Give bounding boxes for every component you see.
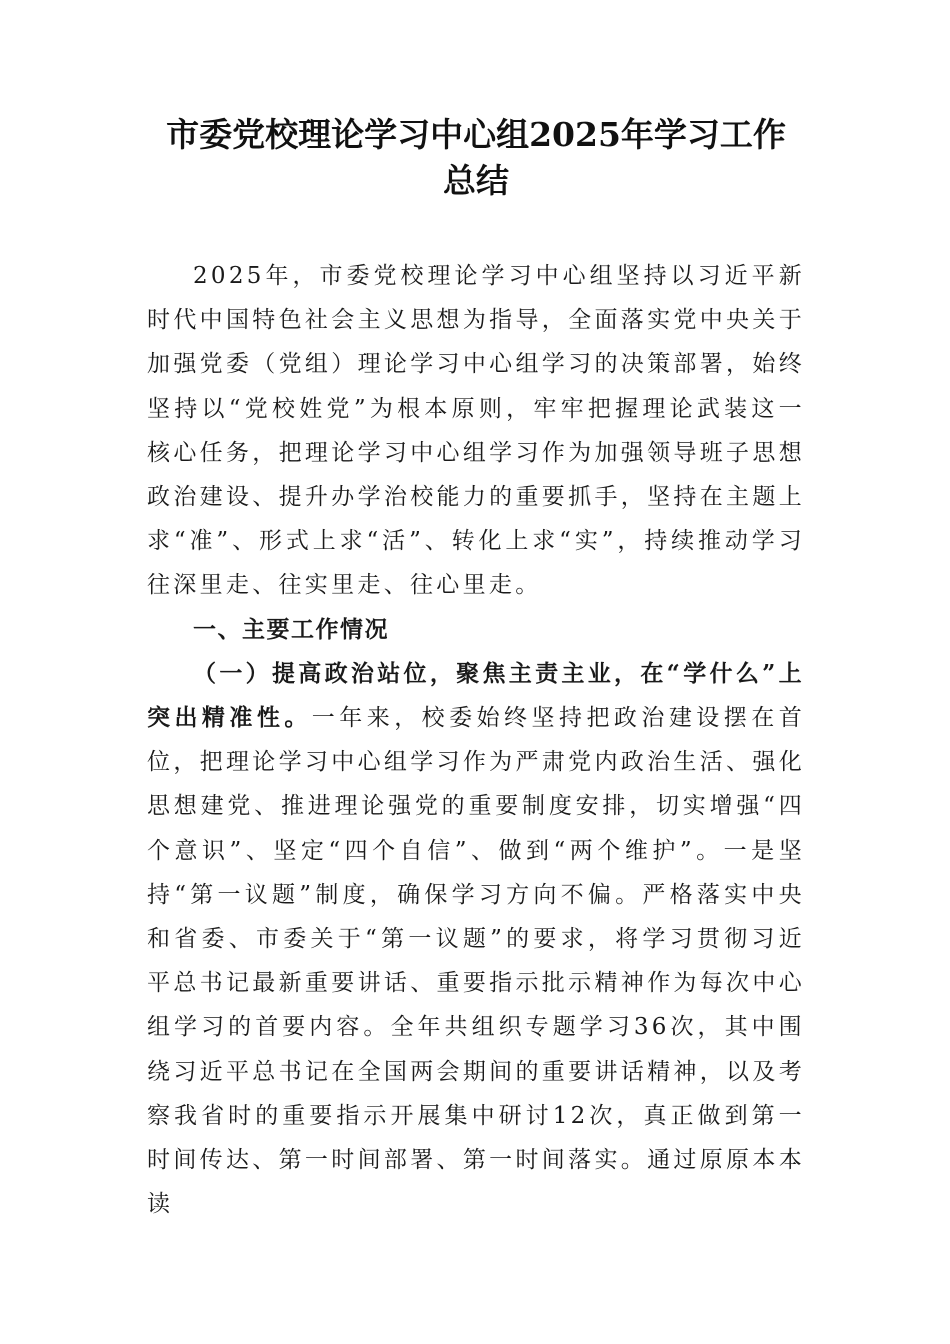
subsection-heading: （一）提高政治站位，聚焦主责主业，在“学什么”上突出精准性。 [147,659,805,732]
title-line-2: 总结 [443,161,509,200]
subsection-body: 一年来，校委始终坚持把政治建设摆在首位，把理论学习中心组学习作为严肃党内政治生活、强化思想建党、推进理论强党的重要制度安排，切实增强“四个意识”、坚定“四个自信”、做到“两个维护”。一是坚持“第一议题”制度，确保学习方向不偏。严格落实中央和省委、市委关于“第一议题”的要求，将学习贯彻习近平总书记最新重要讲话、重要指示批示精神作为每次中心组学习的首要内容。全年共组织专题学习36次，其中围绕习近平总书记在全国两会期间的重要讲话精神，以及考察我省时的重要指示开展集中研讨12次，真正做到第一时间传达、第一时间部署、第一时间落实。通过原原本本读 [147,705,805,1218]
title-line-1: 市委党校理论学习中心组2025年学习工作 [166,115,786,154]
document-body [147,254,805,1226]
section-heading: 一、主要工作情况 [193,616,389,643]
subsection-paragraph [147,652,805,1227]
intro-paragraph: 2025年，市委党校理论学习中心组坚持以习近平新时代中国特色社会主义思想为指导，全面落实党中央关于加强党委（党组）理论学习中心组学习的决策部署，始终坚持以“党校姓党”为根本原则，牢牢把握理论武装这一核心任务，把理论学习中心组学习作为加强领导班子思想政治建设、提升办学治校能力的重要抓手，坚持在主题上求“准”、形式上求“活”、转化上求“实”，持续推动学习往深里走、往实里走、往心里走。 [147,263,805,599]
document-title [146,112,806,204]
